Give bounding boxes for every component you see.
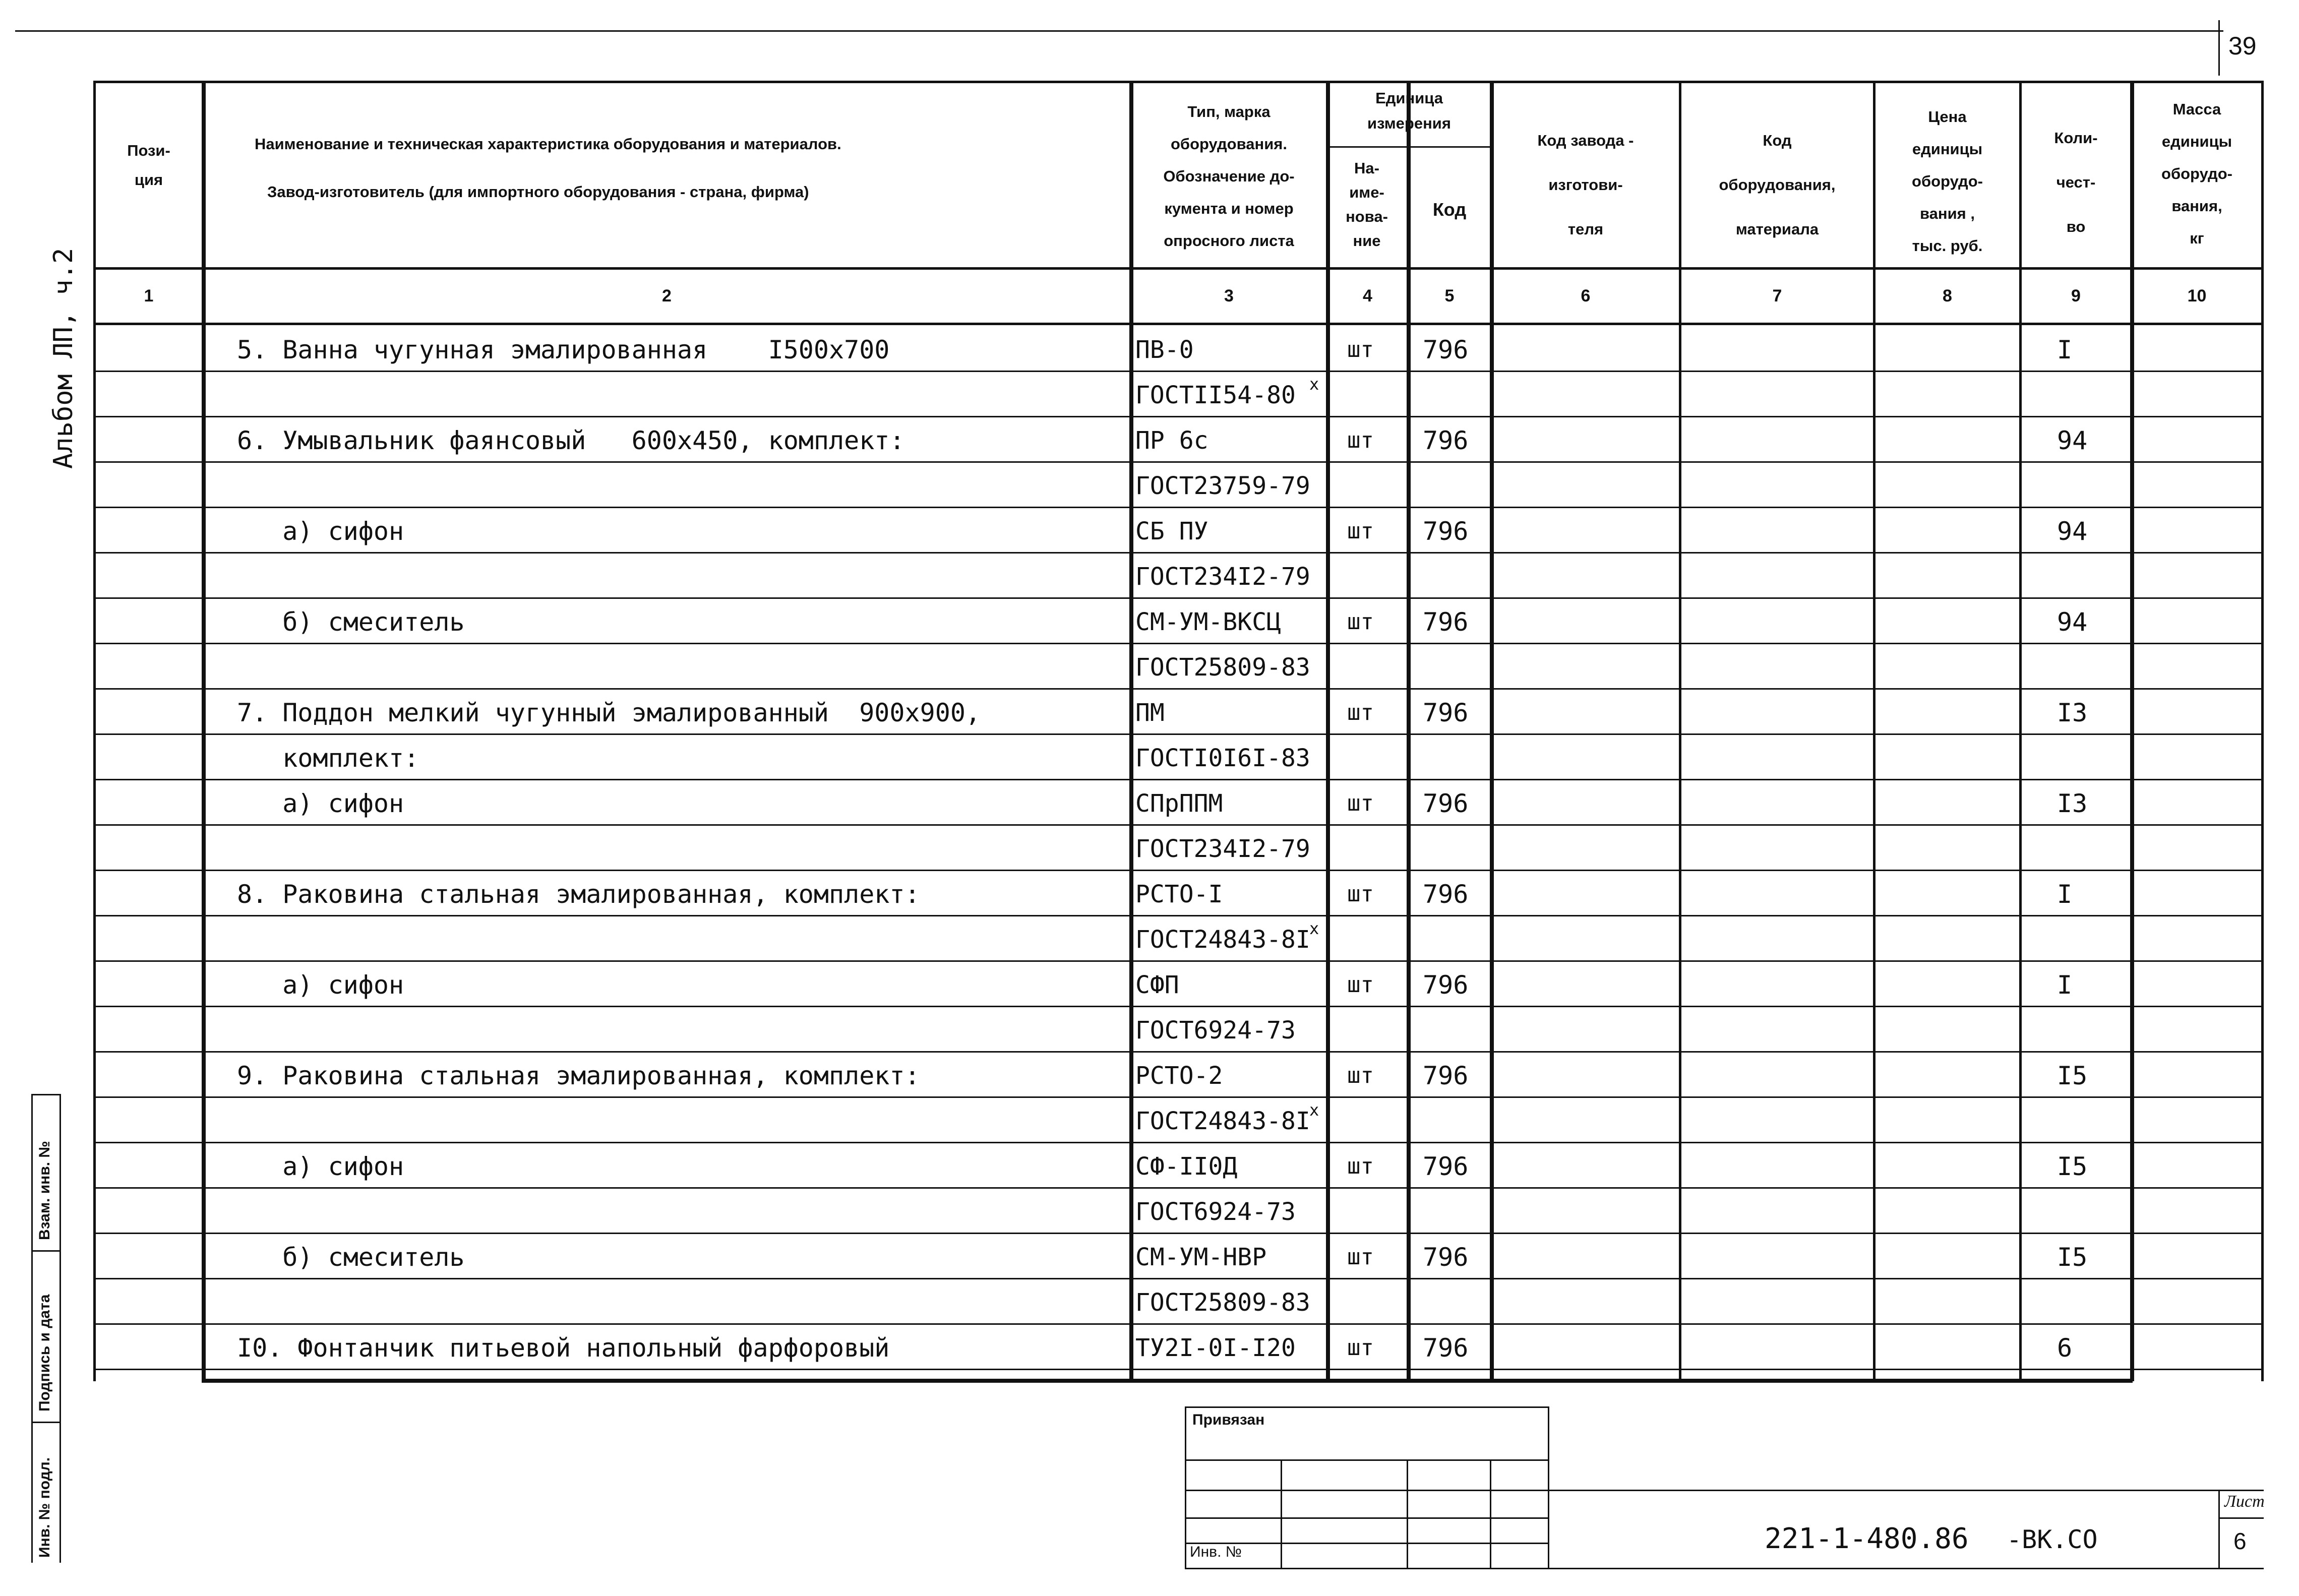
item-type: ТУ2I-0I-I20: [1135, 1334, 1296, 1362]
item-type: РСТО-2: [1135, 1062, 1223, 1090]
item-name: а) сифон: [237, 1152, 404, 1181]
item-type: ГОСТ25809-83: [1135, 653, 1310, 682]
item-unit: шт: [1347, 790, 1374, 816]
item-type: СФ-II0Д: [1135, 1152, 1238, 1181]
item-unit: шт: [1347, 972, 1374, 998]
item-name: а) сифон: [237, 517, 404, 546]
item-quantity: I: [2057, 970, 2073, 1000]
album-side-label: Альбом ЛП, ч.2: [48, 248, 79, 469]
sheet-number: 6: [2233, 1528, 2247, 1554]
item-quantity: I5: [2057, 1061, 2088, 1090]
item-unit: шт: [1347, 337, 1374, 362]
item-unit-code: 796: [1423, 517, 1469, 546]
item-type-superscript: x: [1309, 375, 1319, 394]
item-name: 8. Раковина стальная эмалированная, комплект:: [237, 880, 920, 909]
item-type: ГОСТ23759-79: [1135, 472, 1310, 500]
bound-label: Привязан: [1192, 1411, 1265, 1428]
header-unit-name: На- име- нова- ние: [1346, 159, 1388, 250]
item-quantity: 94: [2057, 607, 2088, 637]
item-quantity: I5: [2057, 1243, 2088, 1272]
colnum-7: 7: [1772, 286, 1782, 305]
document-code: 221-1-480.86: [1765, 1522, 1969, 1555]
sheet-label: Лист: [2224, 1492, 2265, 1511]
item-type: ГОСТ234I2-79: [1135, 835, 1310, 863]
document-suffix: -ВК.СО: [2007, 1525, 2098, 1554]
item-type: ГОСТ6924-73: [1135, 1016, 1296, 1045]
item-unit-code: 796: [1423, 1061, 1469, 1090]
header-quantity: Коли- чест- во: [2054, 129, 2098, 235]
item-unit-code: 796: [1423, 1333, 1469, 1363]
header-position: Пози- ция: [127, 142, 170, 189]
item-name: б) смеситель: [237, 1243, 465, 1272]
item-unit-code: 796: [1423, 1152, 1469, 1181]
header-equipment-code: Код оборудования, материала: [1719, 132, 1836, 238]
item-type-superscript: x: [1309, 919, 1319, 938]
colnum-4: 4: [1363, 286, 1372, 305]
item-type: РСТО-I: [1135, 880, 1223, 908]
colnum-10: 10: [2187, 286, 2207, 305]
item-unit-code: 796: [1423, 880, 1469, 909]
item-unit-code: 796: [1423, 970, 1469, 1000]
item-type: ГОСТ6924-73: [1135, 1198, 1296, 1226]
item-name: а) сифон: [237, 970, 404, 1000]
item-quantity: I5: [2057, 1152, 2088, 1181]
stamp-inv-replace: Взам. инв. №: [36, 1141, 53, 1240]
item-quantity: I3: [2057, 698, 2088, 727]
item-unit-code: 796: [1423, 607, 1469, 637]
inv-number-label: Инв. №: [1190, 1544, 1242, 1560]
item-unit-code: 796: [1423, 789, 1469, 818]
item-name: 6. Умывальник фаянсовый 600x450, комплект:: [237, 426, 905, 455]
item-type: ПМ: [1135, 699, 1165, 727]
header-unit-price: Цена единицы оборудо- вания , тыс. руб.: [1912, 108, 1983, 255]
item-type: СФП: [1135, 971, 1179, 999]
stamp-signature-date: Подпись и дата: [36, 1294, 53, 1411]
item-quantity: I: [2057, 335, 2073, 364]
item-quantity: I: [2057, 880, 2073, 909]
item-unit-code: 796: [1423, 1243, 1469, 1272]
stamp-inv-original: Инв. № подл.: [36, 1457, 53, 1558]
item-type: СПрППМ: [1135, 789, 1223, 818]
item-unit: шт: [1347, 1063, 1374, 1088]
item-type: ГОСТ24843-8I: [1135, 1107, 1310, 1135]
item-name: 5. Ванна чугунная эмалированная I500x700: [237, 335, 890, 364]
item-unit-code: 796: [1423, 698, 1469, 727]
item-unit: шт: [1347, 881, 1374, 907]
item-unit-code: 796: [1423, 426, 1469, 455]
item-quantity: 6: [2057, 1333, 2073, 1363]
item-type: ГОСТII54-80: [1135, 381, 1296, 409]
colnum-6: 6: [1581, 286, 1591, 305]
item-name: I0. Фонтанчик питьевой напольный фарфоровый: [237, 1333, 890, 1363]
item-unit: шт: [1347, 1244, 1374, 1270]
header-plant-code: Код завода - изготови- теля: [1537, 132, 1634, 238]
header-unit-group: Единица измерения: [1367, 89, 1451, 132]
item-type: ГОСТI0I6I-83: [1135, 744, 1310, 772]
item-name: комплект:: [237, 744, 419, 773]
colnum-5: 5: [1444, 286, 1455, 305]
colnum-9: 9: [2071, 286, 2081, 305]
item-type: ГОСТ24843-8I: [1135, 926, 1310, 954]
item-unit: шт: [1347, 1335, 1374, 1361]
item-name: 7. Поддон мелкий чугунный эмалированный 900x900,: [237, 698, 981, 727]
page-number: 39: [2228, 32, 2257, 60]
item-type: ПР 6с: [1135, 426, 1208, 455]
item-type: СМ-УМ-ВКСЦ: [1135, 608, 1281, 636]
item-quantity: 94: [2057, 426, 2088, 455]
header-type: Тип, марка оборудования. Обозначение до- кумента и номер опросного листа: [1163, 103, 1295, 250]
header-name-line1: Наименование и техническая характеристика оборудования и материалов.: [255, 135, 841, 153]
item-type: ГОСТ234I2-79: [1135, 563, 1310, 591]
item-quantity: 94: [2057, 517, 2088, 546]
item-unit: шт: [1347, 609, 1374, 635]
colnum-8: 8: [1943, 286, 1952, 305]
item-unit-code: 796: [1423, 335, 1469, 364]
colnum-1: 1: [144, 286, 154, 305]
header-name-line2: Завод-изготовитель (для импортного оборудования - страна, фирма): [267, 183, 809, 201]
header-unit-mass: Масса единицы оборудо- вания, кг: [2161, 100, 2232, 247]
colnum-2: 2: [662, 286, 672, 305]
item-type: СБ ПУ: [1135, 517, 1208, 545]
header-unit-code: Код: [1432, 199, 1467, 220]
item-unit: шт: [1347, 700, 1374, 725]
item-unit: шт: [1347, 518, 1374, 544]
item-unit: шт: [1347, 427, 1374, 453]
item-quantity: I3: [2057, 789, 2088, 818]
item-type: ПВ-0: [1135, 336, 1194, 364]
item-name: б) смеситель: [237, 607, 465, 637]
item-type-superscript: x: [1309, 1100, 1319, 1120]
item-type: СМ-УМ-НВР: [1135, 1243, 1267, 1271]
item-name: а) сифон: [237, 789, 404, 818]
colnum-3: 3: [1224, 286, 1234, 305]
item-name: 9. Раковина стальная эмалированная, комплект:: [237, 1061, 920, 1090]
item-type: ГОСТ25809-83: [1135, 1288, 1310, 1317]
item-unit: шт: [1347, 1153, 1374, 1179]
